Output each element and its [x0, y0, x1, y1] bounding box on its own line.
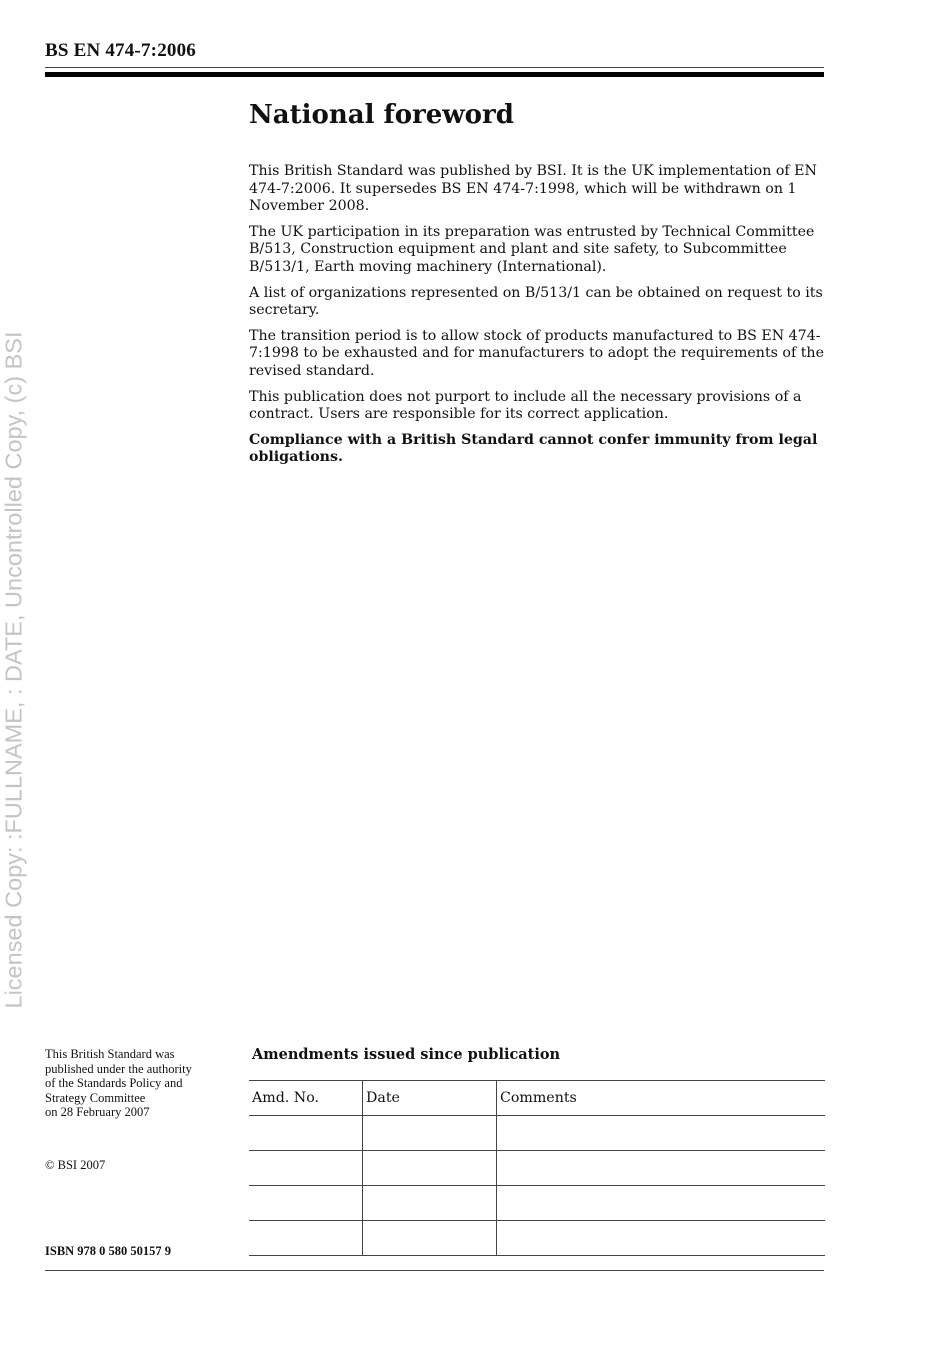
publication-authority: [45, 1047, 245, 1120]
foreword-body: [249, 163, 829, 475]
authority-line: Strategy Committee: [45, 1090, 146, 1105]
table-cell: [497, 1186, 826, 1221]
paragraph-contract: This publication does not purport to include all the necessary provisions of a contract. Users are responsible for its correct application.: [249, 388, 802, 423]
authority-line: This British Standard was: [45, 1047, 175, 1061]
paragraph-transition: The transition period is to allow stock of products manufactured to BS EN 474-7:1998 to be exhausted and for manufacturers to adopt the requirements of the revised standard.: [249, 327, 824, 379]
table-cell: [363, 1151, 497, 1186]
table-cell: [363, 1116, 497, 1151]
paragraph-committee: The UK participation in its preparation was entrusted by Technical Committee B/513, Construction equipment and plant and site safety, to Subcommittee B/513/1, Earth moving machinery (International).: [249, 223, 815, 275]
table-cell: [497, 1151, 826, 1186]
column-header-comments: Comments: [497, 1081, 826, 1116]
table-row: [249, 1151, 825, 1186]
table-cell: [249, 1116, 363, 1151]
paragraph-organizations: A list of organizations represented on B/513/1 can be obtained on request to its secretary.: [249, 284, 823, 319]
copyright-notice: © BSI 2007: [45, 1158, 106, 1172]
table-cell: [363, 1186, 497, 1221]
isbn: ISBN 978 0 580 50157 9: [45, 1244, 172, 1258]
license-watermark: Licensed Copy: :FULLNAME, : DATE, Uncontrolled Copy, (c) BSI: [0, 331, 27, 1009]
page-title: National foreword: [249, 100, 514, 130]
amendments-table: [249, 1080, 825, 1256]
authority-line: of the Standards Policy and: [45, 1076, 183, 1091]
table-row: [249, 1116, 825, 1151]
table-cell: [249, 1221, 363, 1256]
table-header-row: [249, 1081, 825, 1116]
column-header-amd-no: Amd. No.: [249, 1081, 363, 1116]
authority-line: published under the authority: [45, 1061, 192, 1076]
table-cell: [497, 1221, 826, 1256]
paragraph-publication: This British Standard was published by BSI. It is the UK implementation of EN 474-7:2006. It supersedes BS EN 474-7:1998, which will be withdrawn on 1 November 2008.: [249, 163, 817, 215]
header-rule-thin: [45, 67, 824, 68]
table-row: [249, 1186, 825, 1221]
document-code: BS EN 474-7:2006: [45, 40, 196, 61]
footer-rule: [45, 1270, 824, 1271]
table-cell: [249, 1186, 363, 1221]
table-cell: [363, 1221, 497, 1256]
table-row: [249, 1221, 825, 1256]
table-cell: [249, 1151, 363, 1186]
authority-line: on 28 February 2007: [45, 1105, 150, 1120]
amendments-title: Amendments issued since publication: [252, 1046, 561, 1063]
column-header-date: Date: [363, 1081, 497, 1116]
paragraph-compliance: Compliance with a British Standard cannot confer immunity from legal obligations.: [249, 431, 818, 466]
table-cell: [497, 1116, 826, 1151]
header-rule-thick: [45, 72, 824, 77]
